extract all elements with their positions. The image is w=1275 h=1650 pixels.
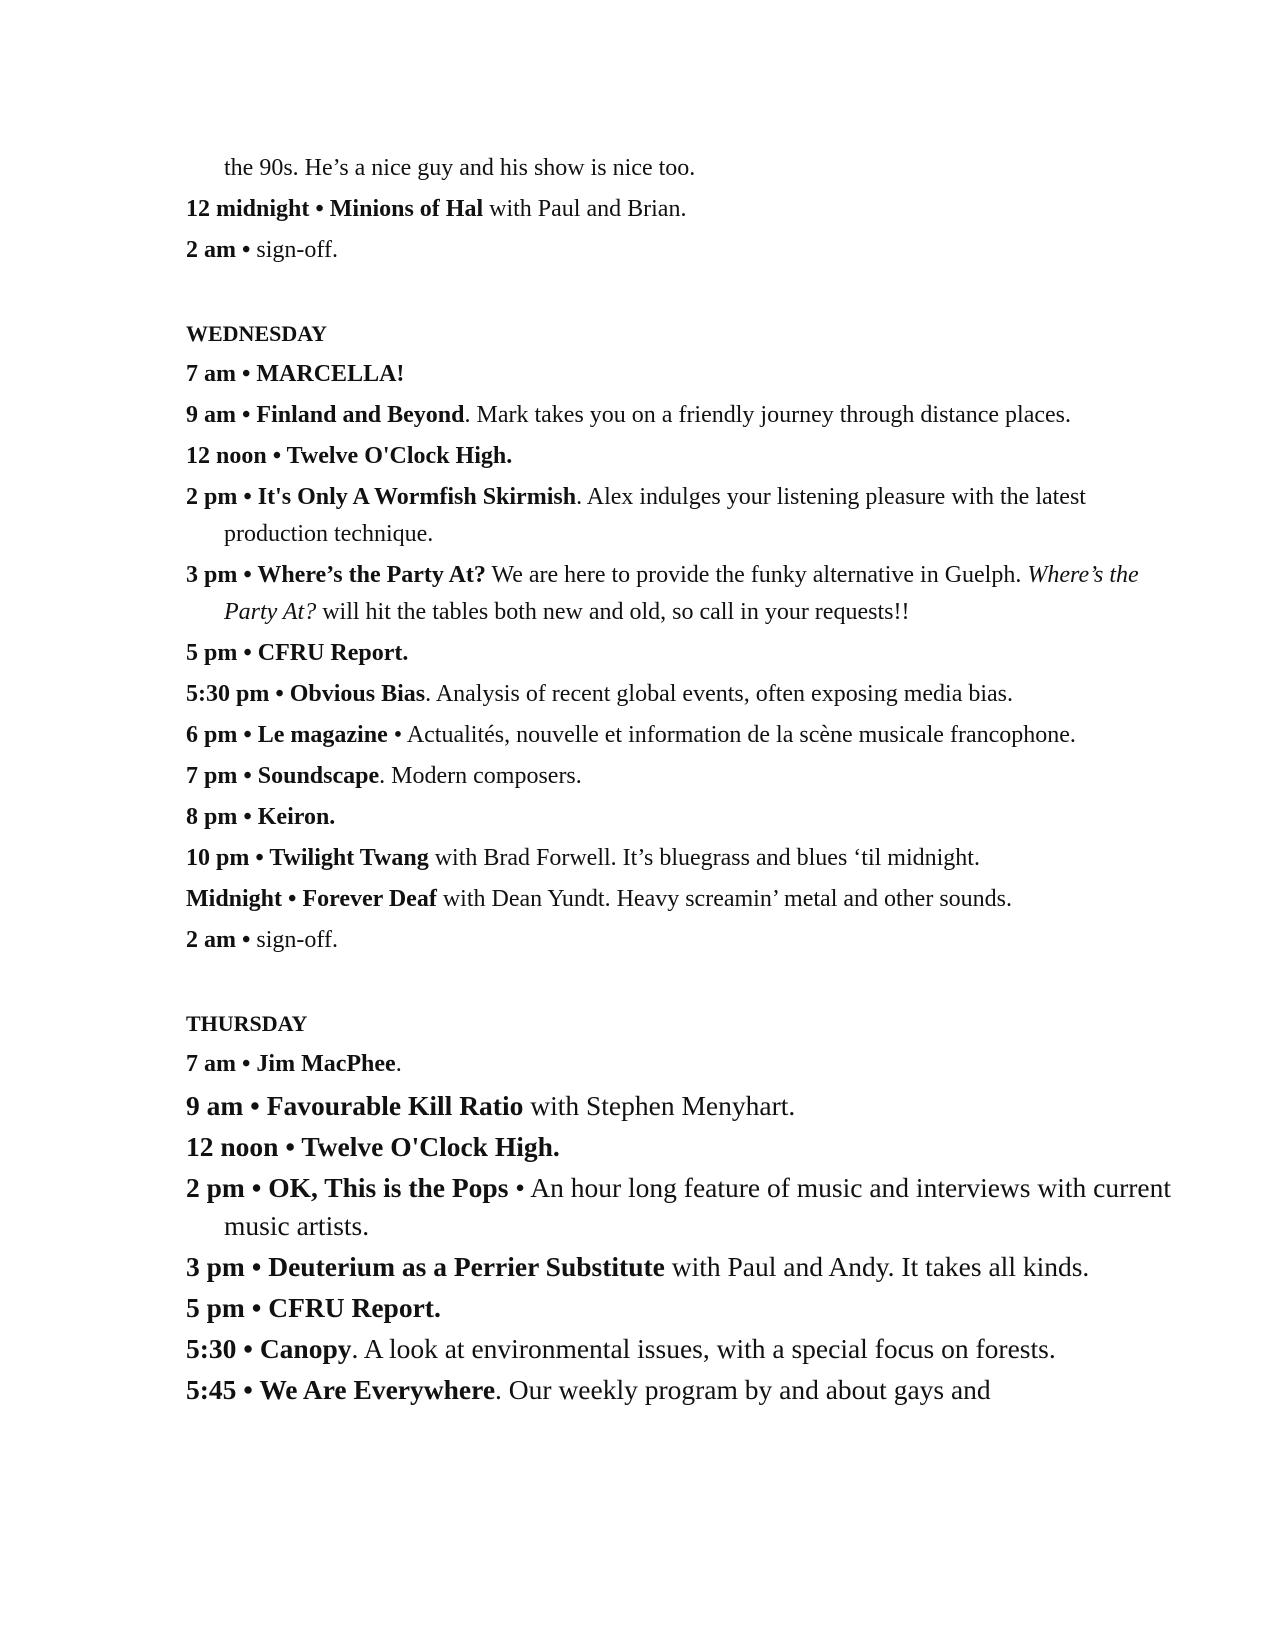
entry-separator: • — [244, 1251, 269, 1282]
entry-separator: • — [278, 1131, 302, 1162]
entry-separator: • — [237, 640, 258, 666]
schedule-entry — [186, 1087, 1186, 1125]
entry-title: Minions of Hal — [329, 196, 484, 222]
tuesday-tail — [186, 191, 1186, 269]
entry-separator: • — [236, 927, 257, 953]
entry-time: 2 pm — [186, 484, 238, 510]
schedule-entry — [186, 557, 1186, 631]
entry-italic-title: Where’s the Party At? — [224, 562, 1139, 625]
entry-time: 5:30 — [186, 1333, 237, 1364]
entry-description: . A look at environmental issues, with a special focus on forests. — [351, 1333, 1056, 1364]
entry-separator: • — [237, 722, 258, 748]
entry-title: Favourable Kill Ratio — [266, 1090, 524, 1121]
schedule-page — [186, 150, 1186, 1412]
entry-time: 12 midnight — [186, 196, 310, 222]
entry-title: CFRU Report. — [257, 640, 409, 666]
schedule-entry — [186, 191, 1186, 228]
schedule-entry — [186, 676, 1186, 713]
entry-title: Forever Deaf — [302, 886, 437, 912]
entry-description: . Mark takes you on a friendly journey through distance places. — [464, 402, 1071, 428]
entry-time: 7 pm — [186, 763, 238, 789]
entry-time: 9 am — [186, 402, 236, 428]
entry-title: Finland and Beyond — [256, 402, 465, 428]
schedule-entry — [186, 881, 1186, 918]
entry-separator: • — [309, 196, 330, 222]
entry-title: We Are Everywhere — [259, 1374, 496, 1405]
entry-separator: • — [244, 1292, 269, 1323]
schedule-entry — [186, 1169, 1186, 1245]
entry-time: 5:30 pm — [186, 681, 270, 707]
entry-description: with Paul and Andy. It takes all kinds. — [664, 1251, 1090, 1282]
entry-separator: • — [236, 1374, 260, 1405]
entry-time: 10 pm — [186, 845, 250, 871]
schedule-entry — [186, 356, 1186, 393]
entry-title: Le magazine — [257, 722, 388, 748]
entry-separator: • — [243, 1090, 267, 1121]
entry-separator: • — [237, 562, 258, 588]
entry-time: Midnight — [186, 886, 283, 912]
thursday-schedule — [186, 1087, 1186, 1409]
day-heading-thursday: THURSDAY — [186, 1011, 308, 1036]
entry-description: with Stephen Menyhart. — [523, 1090, 796, 1121]
entry-title: CFRU Report. — [268, 1292, 441, 1323]
entry-separator: • — [237, 484, 258, 510]
entry-title: Obvious Bias — [289, 681, 426, 707]
entry-separator: • — [236, 361, 257, 387]
entry-title: Soundscape — [257, 763, 380, 789]
entry-separator: • — [236, 402, 257, 428]
entry-description: sign-off. — [256, 927, 338, 953]
section-gap — [186, 963, 1186, 1005]
schedule-entry — [186, 799, 1186, 836]
entry-title: Jim MacPhee — [256, 1051, 396, 1077]
schedule-entry — [186, 1128, 1186, 1166]
entry-separator: • — [237, 763, 258, 789]
schedule-entry — [186, 397, 1186, 434]
entry-description: will hit the tables both new and old, so call in your requests!! — [316, 599, 910, 625]
wednesday-schedule — [186, 356, 1186, 959]
entry-time: 7 am — [186, 361, 236, 387]
entry-description: We are here to provide the funky alternative in Guelph. — [485, 562, 1022, 588]
entry-title: Keiron. — [257, 804, 336, 830]
entry-description: with Paul and Brian. — [483, 196, 687, 222]
schedule-entry — [186, 635, 1186, 672]
entry-time: 12 noon — [186, 443, 267, 469]
entry-time: 3 pm — [186, 1251, 245, 1282]
entry-title: Twelve O'Clock High. — [301, 1131, 560, 1162]
entry-title: It's Only A Wormfish Skirmish — [257, 484, 577, 510]
entry-description: . Modern composers. — [379, 763, 582, 789]
schedule-entry — [186, 232, 1186, 269]
entry-time: 6 pm — [186, 722, 238, 748]
entry-description: . Our weekly program by and about gays and — [495, 1374, 991, 1405]
entry-separator: • — [236, 237, 257, 263]
entry-description: with Dean Yundt. Heavy screamin’ metal and other sounds. — [436, 886, 1013, 912]
schedule-entry — [186, 758, 1186, 795]
schedule-entry — [186, 1330, 1186, 1368]
section-gap — [186, 273, 1186, 315]
entry-description: • An hour long feature of music and interviews with current music artists. — [224, 1172, 1171, 1241]
schedule-entry — [186, 438, 1186, 475]
schedule-entry — [186, 1289, 1186, 1327]
entry-time: 5:45 — [186, 1374, 237, 1405]
schedule-entry — [186, 479, 1186, 553]
entry-time: 2 am — [186, 927, 236, 953]
entry-separator: • — [244, 1172, 269, 1203]
entry-separator: • — [237, 804, 258, 830]
schedule-entry — [186, 1248, 1186, 1286]
continued-description: the 90s. He’s a nice guy and his show is nice too. — [224, 155, 696, 181]
schedule-entry — [186, 840, 1186, 877]
day-heading-wednesday: WEDNESDAY — [186, 321, 328, 346]
entry-time: 8 pm — [186, 804, 238, 830]
entry-description: with Brad Forwell. It’s bluegrass and blues ‘til midnight. — [428, 845, 980, 871]
entry-title: Canopy — [259, 1333, 352, 1364]
entry-title: Deuterium as a Perrier Substitute — [268, 1251, 665, 1282]
entry-separator: • — [282, 886, 303, 912]
entry-title: Twilight Twang — [269, 845, 429, 871]
entry-title: Twelve O'Clock High. — [286, 443, 513, 469]
entry-description: . Alex indulges your listening pleasure with the latest production technique. — [224, 484, 1086, 547]
entry-description: • Actualités, nouvelle et information de la scène musicale francophone. — [387, 722, 1076, 748]
entry-time: 2 am — [186, 237, 236, 263]
entry-separator: • — [266, 443, 287, 469]
entry-description: . Analysis of recent global events, often exposing media bias. — [425, 681, 1013, 707]
entry-time: 5 pm — [186, 1292, 245, 1323]
schedule-entry — [186, 717, 1186, 754]
schedule-entry — [186, 1371, 1186, 1409]
entry-title: MARCELLA! — [256, 361, 405, 387]
entry-separator: • — [249, 845, 270, 871]
entry-time: 9 am — [186, 1090, 244, 1121]
entry-title: Where’s the Party At? — [257, 562, 486, 588]
entry-separator: • — [269, 681, 290, 707]
entry-description: sign-off. — [256, 237, 338, 263]
entry-time: 5 pm — [186, 640, 238, 666]
entry-time: 3 pm — [186, 562, 238, 588]
schedule-entry — [186, 922, 1186, 959]
thursday-first-entry — [186, 1046, 1186, 1083]
entry-time: 2 pm — [186, 1172, 245, 1203]
entry-separator: • — [236, 1333, 260, 1364]
entry-time: 7 am — [186, 1051, 236, 1077]
entry-description: . — [395, 1051, 402, 1077]
schedule-entry — [186, 1046, 1186, 1083]
entry-separator: • — [236, 1051, 257, 1077]
entry-title: OK, This is the Pops — [268, 1172, 509, 1203]
entry-time: 12 noon — [186, 1131, 279, 1162]
